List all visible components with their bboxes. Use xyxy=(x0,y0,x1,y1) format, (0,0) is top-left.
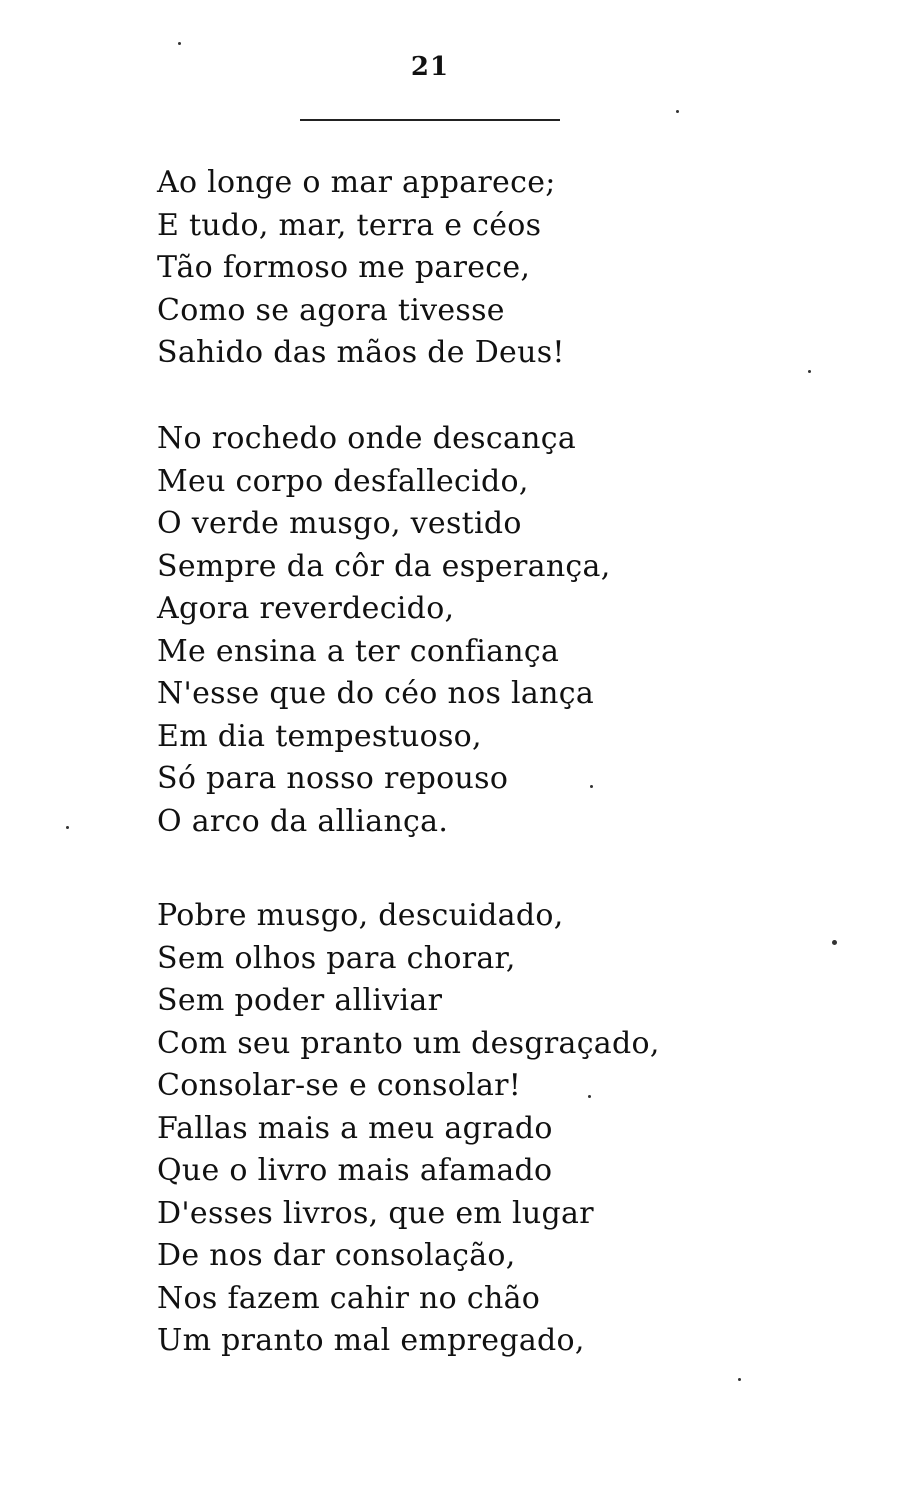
scan-speck xyxy=(676,110,679,113)
verse-line: Consolar-se e consolar! xyxy=(157,1068,522,1103)
verse-line: Só para nosso repouso xyxy=(157,761,509,796)
verse-line: N'esse que do céo nos lança xyxy=(157,676,595,711)
verse-line: Em dia tempestuoso, xyxy=(157,718,482,754)
verse-line: Me ensina a ter confiança xyxy=(157,633,560,669)
stanza-1 xyxy=(157,162,565,375)
verse-line: E tudo, mar, terra e céos xyxy=(157,207,542,243)
verse-line: Ao longe o mar apparece; xyxy=(157,165,556,200)
page-number: 21 xyxy=(410,52,450,82)
scan-speck xyxy=(590,785,593,788)
stanza-2 xyxy=(157,418,611,843)
verse-line: Um pranto mal empregado, xyxy=(157,1323,585,1358)
verse-line: Como se agora tivesse xyxy=(157,292,505,328)
scan-speck xyxy=(588,1095,591,1098)
verse-line: Pobre musgo, descuidado, xyxy=(157,898,564,933)
verse-line: Fallas mais a meu agrado xyxy=(157,1110,553,1146)
verse-line: O verde musgo, vestido xyxy=(157,506,522,541)
verse-line: Com seu pranto um desgraçado, xyxy=(157,1025,660,1061)
stanza-3 xyxy=(157,895,660,1363)
verse-line: Nos fazem cahir no chão xyxy=(157,1280,541,1316)
verse-line: Tão formoso me parece, xyxy=(157,250,531,285)
verse-line: O arco da alliança. xyxy=(157,803,449,839)
verse-line: Agora reverdecido, xyxy=(157,591,455,626)
verse-line: No rochedo onde descança xyxy=(157,421,577,456)
scan-speck xyxy=(832,940,837,945)
scan-speck xyxy=(738,1378,741,1381)
verse-line: Sahido das mãos de Deus! xyxy=(157,335,565,370)
verse-line: Meu corpo desfallecido, xyxy=(157,463,529,499)
verse-line: Sem poder alliviar xyxy=(157,983,443,1018)
verse-line: Que o livro mais afamado xyxy=(157,1153,553,1188)
header-rule xyxy=(300,119,560,121)
verse-line: D'esses livros, que em lugar xyxy=(157,1195,594,1231)
scan-speck xyxy=(808,370,811,373)
verse-line: Sem olhos para chorar, xyxy=(157,940,516,976)
scan-speck xyxy=(178,42,181,45)
verse-line: Sempre da côr da esperança, xyxy=(157,548,611,584)
verse-line: De nos dar consolação, xyxy=(157,1238,516,1273)
scan-speck xyxy=(66,826,69,829)
